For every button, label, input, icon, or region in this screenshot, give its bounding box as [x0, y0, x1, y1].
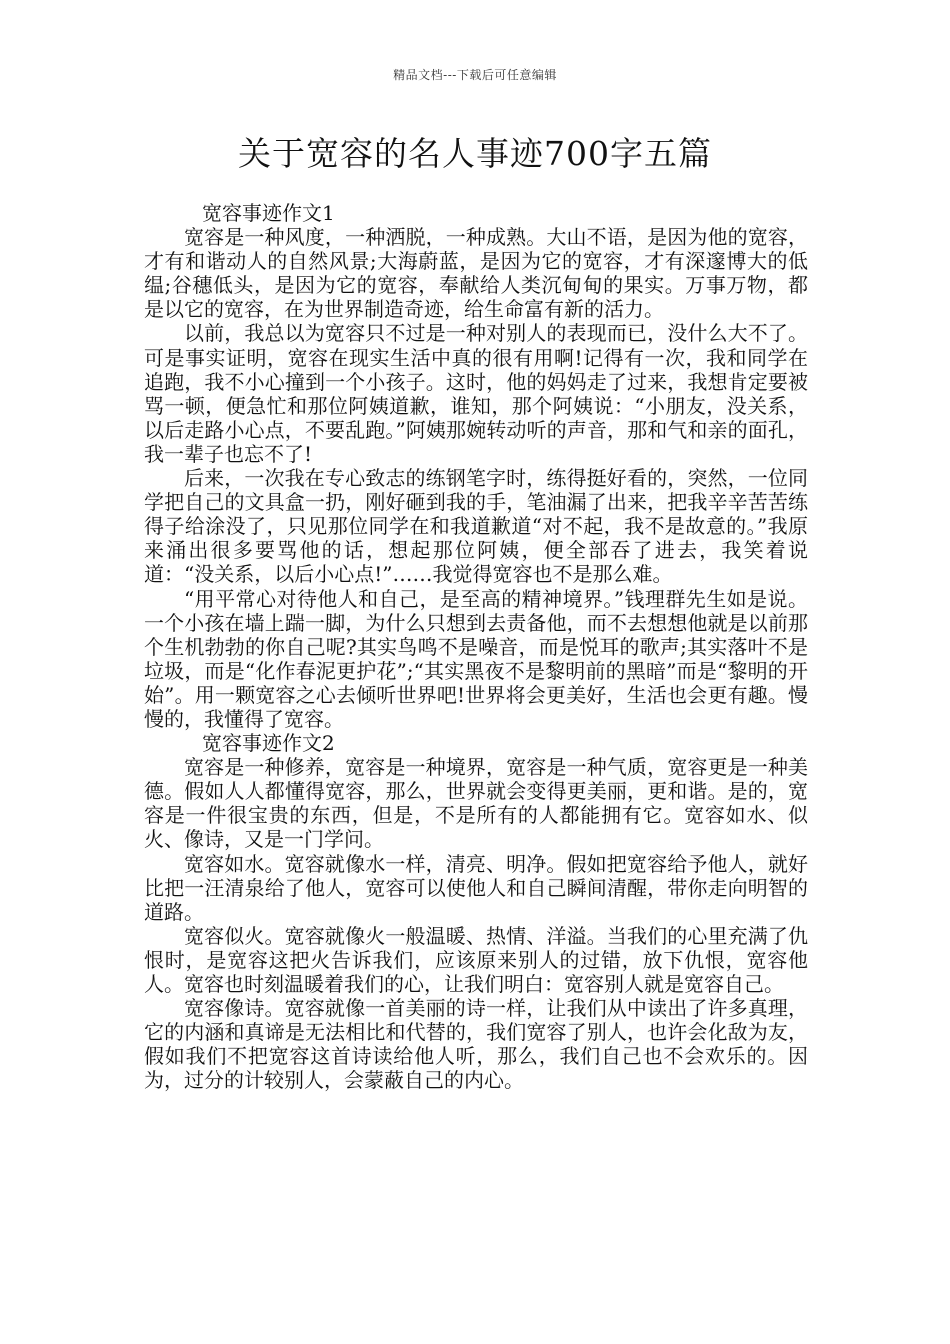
section-heading: 宽容事迹作文1	[202, 201, 335, 225]
page-title: 关于宽容的名人事迹700字五篇	[238, 134, 712, 173]
paragraph: 以前，我总以为宽容只不过是一种对别人的表现而已，没什么大不了。可是事实证明，宽容在现实生活中真的很有用啊!记得有一次，我和同学在追跑，我不小心撞到一个小孩子。这时，他的妈妈走了过来，我想肯定要被骂一顿，便急忙和那位阿姨道歉，谁知，那个阿姨说：“小朋友，没关系，以后走路小心点，不要乱跑。”阿姨那婉转动听的声音，那和气和亲的面孔，我一辈子也忘不了!	[144, 321, 808, 466]
article-body	[144, 201, 808, 1092]
header-note: 精品文档---下载后可任意编辑	[393, 68, 557, 82]
paragraph: 后来，一次我在专心致志的练钢笔字时，练得挺好看的，突然，一位同学把自己的文具盒一扔，刚好砸到我的手，笔油漏了出来，把我辛辛苦苦练得子给涂没了，只见那位同学在和我道歉道“对不起，我不是故意的。”我原来涌出很多要骂他的话，想起那位阿姨，便全部吞了进去，我笑着说道：“没关系，以后小心点!”……我觉得宽容也不是那么难。	[144, 466, 808, 587]
paragraph: 宽容如水。宽容就像水一样，清亮、明净。假如把宽容给予他人，就好比把一汪清泉给了他人，宽容可以使他人和自己瞬间清醒，带你走向明智的道路。	[144, 851, 808, 924]
paragraph: 宽容似火。宽容就像火一般温暖、热情、洋溢。当我们的心里充满了仇恨时，是宽容这把火告诉我们，应该原来别人的过错，放下仇恨，宽容他人。宽容也时刻温暖着我们的心，让我们明白：宽容别人就是宽容自己。	[144, 923, 808, 996]
section-heading: 宽容事迹作文2	[202, 731, 335, 756]
paragraph: 宽容是一种修养，宽容是一种境界，宽容是一种气质，宽容更是一种美德。假如人人都懂得宽容，那么，世界就会变得更美丽，更和谐。是的，宽容是一件很宝贵的东西，但是，不是所有的人都能拥有它。宽容如水、似火、像诗，又是一门学问。	[144, 755, 808, 852]
paragraph: “用平常心对待他人和自己，是至高的精神境界。”钱理群先生如是说。一个小孩在墙上踹一脚，为什么只想到去责备他，而不去想想他就是以前那个生机勃勃的你自己呢?其实鸟鸣不是噪音，而是悦耳的歌声;其实落叶不是垃圾，而是“化作春泥更护花”;“其实黑夜不是黎明前的黑暗”而是“黎明的开始”。用一颗宽容之心去倾听世界吧!世界将会更美好，生活也会更有趣。慢慢的，我懂得了宽容。	[144, 586, 808, 731]
paragraph: 宽容是一种风度，一种洒脱，一种成熟。大山不语，是因为他的宽容，才有和谐动人的自然风景;大海蔚蓝，是因为它的宽容，才有深邃博大的低缊;谷穗低头，是因为它的宽容，奉献给人类沉甸甸的果实。万事万物，都是以它的宽容，在为世界制造奇迹，给生命富有新的活力。	[144, 225, 808, 322]
paragraph: 宽容像诗。宽容就像一首美丽的诗一样，让我们从中读出了许多真理，它的内涵和真谛是无法相比和代替的，我们宽容了别人，也许会化敌为友，假如我们不把宽容这首诗读给他人听，那么，我们自己也不会欢乐的。因为，过分的计较别人，会蒙蔽自己的内心。	[144, 996, 808, 1093]
